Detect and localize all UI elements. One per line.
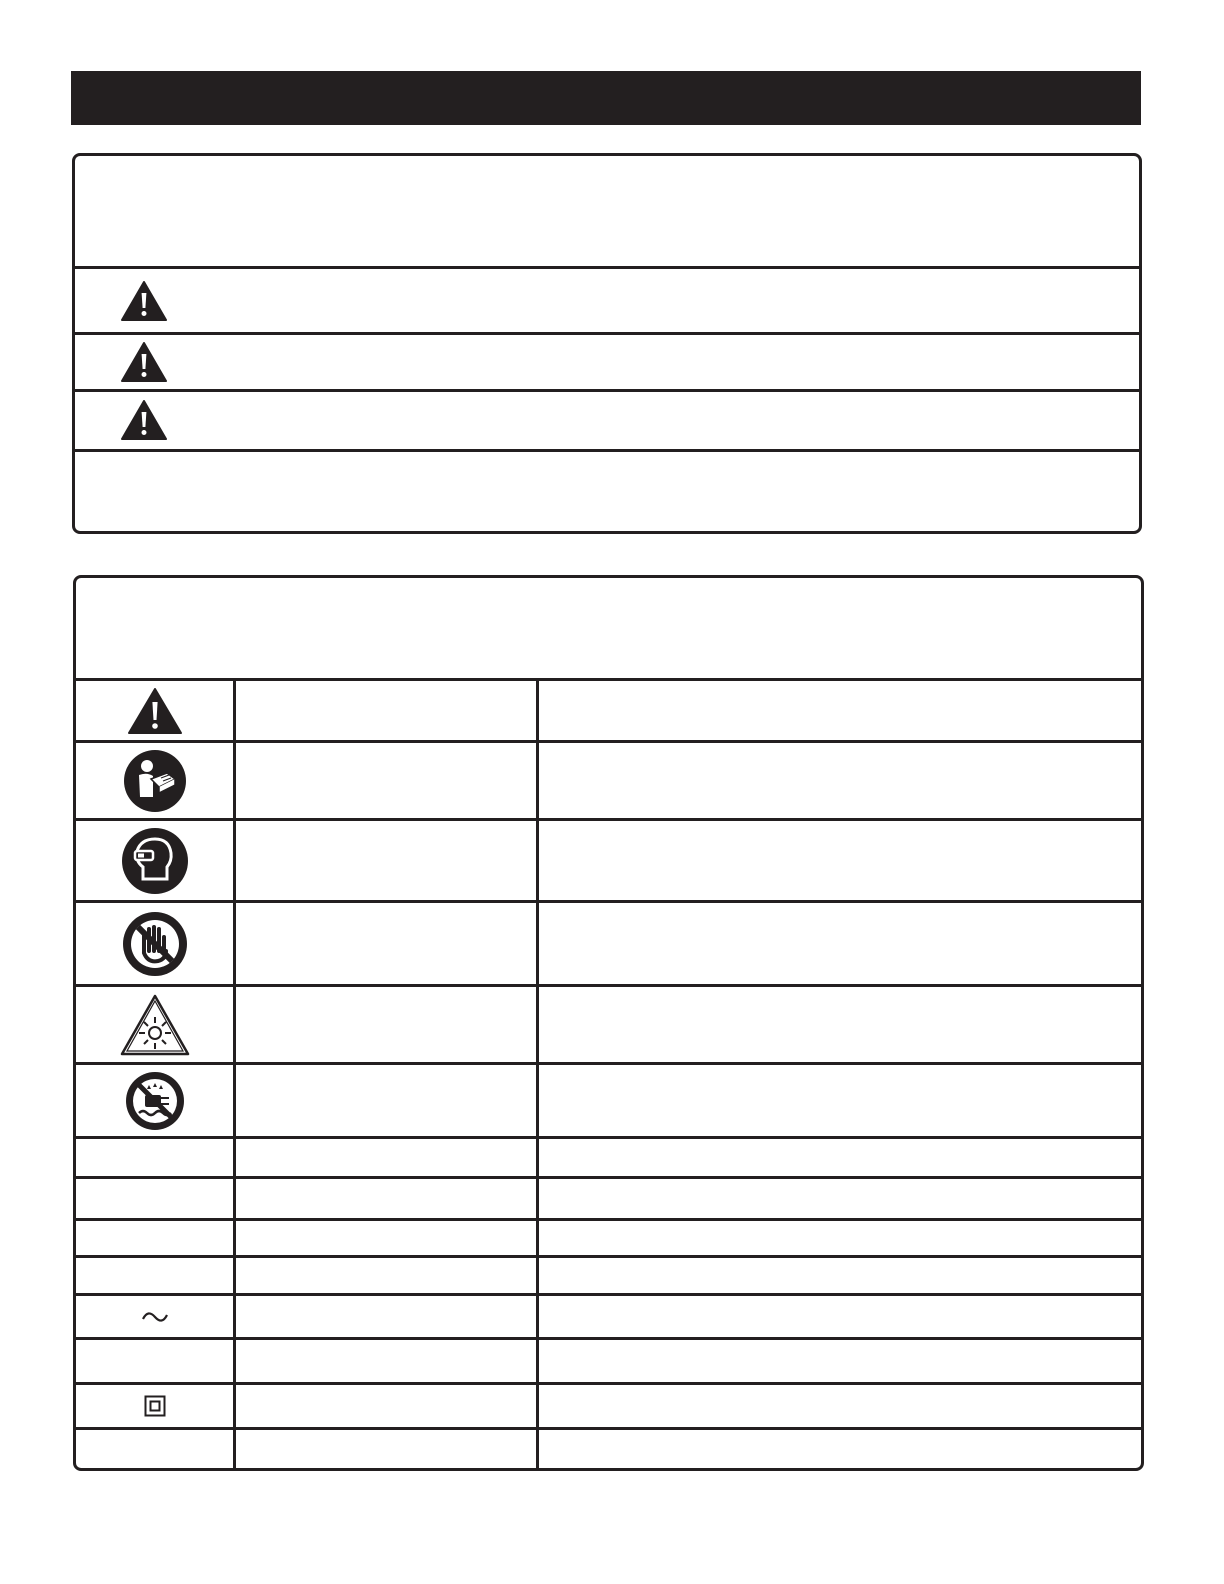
symbols-table-intro xyxy=(76,578,1141,678)
symbol-name xyxy=(237,821,537,900)
symbol-name xyxy=(237,743,537,818)
symbol-name xyxy=(237,1065,537,1136)
table-row xyxy=(76,818,1141,900)
warning-triangle-icon xyxy=(120,280,168,322)
symbol-name xyxy=(237,681,537,740)
symbol-meaning xyxy=(540,1258,1141,1293)
eye-protection-icon xyxy=(76,821,233,900)
symbol-name xyxy=(237,1258,537,1293)
no-wet-conditions-icon xyxy=(76,1065,233,1136)
symbols-table-box xyxy=(73,575,1144,1471)
symbol-meaning xyxy=(540,903,1141,984)
table-row xyxy=(76,1218,1141,1255)
warning-triangle-icon xyxy=(120,341,168,383)
symbol-name xyxy=(237,1430,537,1468)
symbol-text xyxy=(76,1139,233,1176)
signal-word-row xyxy=(75,266,1139,332)
symbol-meaning xyxy=(540,1385,1141,1427)
table-row xyxy=(76,1176,1141,1218)
table-row xyxy=(76,1382,1141,1427)
table-row xyxy=(76,1136,1141,1176)
symbol-name xyxy=(237,1221,537,1255)
table-row xyxy=(76,900,1141,984)
table-row xyxy=(76,678,1141,740)
symbol-name xyxy=(237,1340,537,1382)
symbol-name xyxy=(237,1139,537,1176)
symbol-meaning xyxy=(540,1296,1141,1337)
symbol-text xyxy=(76,1340,233,1382)
symbol-name xyxy=(237,1296,537,1337)
symbol-meaning xyxy=(540,1065,1141,1136)
symbol-name xyxy=(237,1385,537,1427)
symbol-meaning xyxy=(540,681,1141,740)
signal-word-row xyxy=(75,389,1139,449)
signal-words-intro xyxy=(75,156,1139,266)
symbol-meaning xyxy=(540,987,1141,1062)
signal-words-footer xyxy=(75,449,1139,534)
table-row xyxy=(76,1062,1141,1136)
laser-radiation-icon xyxy=(76,987,233,1062)
symbol-meaning xyxy=(540,821,1141,900)
table-row xyxy=(76,1427,1141,1468)
safety-alert-icon xyxy=(76,681,233,740)
symbol-meaning xyxy=(540,743,1141,818)
alternating-current-icon xyxy=(76,1296,233,1337)
symbol-meaning xyxy=(540,1221,1141,1255)
signal-words-box xyxy=(72,153,1142,534)
table-row xyxy=(76,984,1141,1062)
table-row xyxy=(76,740,1141,818)
warning-triangle-icon xyxy=(120,399,168,441)
double-insulation-icon xyxy=(76,1385,233,1427)
symbol-meaning xyxy=(540,1340,1141,1382)
read-manual-icon xyxy=(76,743,233,818)
symbol-meaning xyxy=(540,1179,1141,1218)
section-header-bar xyxy=(71,71,1141,125)
no-hands-icon xyxy=(76,903,233,984)
symbol-text xyxy=(76,1221,233,1255)
table-row xyxy=(76,1337,1141,1382)
symbol-text xyxy=(76,1179,233,1218)
symbol-name xyxy=(237,987,537,1062)
symbol-name xyxy=(237,1179,537,1218)
symbol-text xyxy=(76,1430,233,1468)
table-row xyxy=(76,1255,1141,1293)
signal-word-row xyxy=(75,332,1139,389)
symbol-name xyxy=(237,903,537,984)
symbol-text xyxy=(76,1258,233,1293)
symbol-meaning xyxy=(540,1139,1141,1176)
table-row xyxy=(76,1293,1141,1337)
symbol-meaning xyxy=(540,1430,1141,1468)
